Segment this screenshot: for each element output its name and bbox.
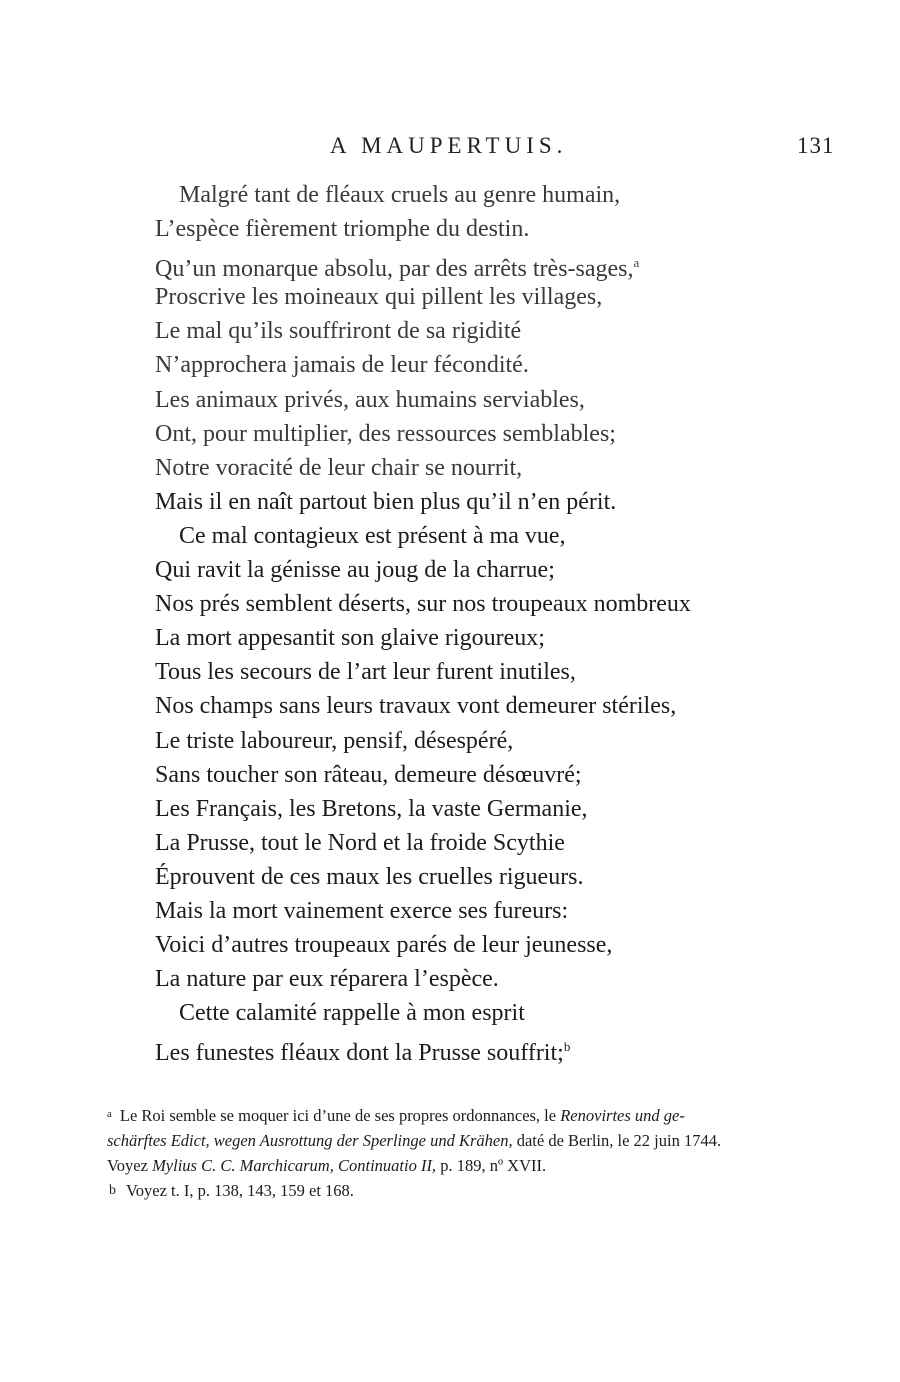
- running-head: [0, 133, 900, 163]
- page-number: 131: [797, 133, 835, 158]
- verse-line: [155, 689, 855, 723]
- footnote-a-line-2: [107, 1128, 840, 1153]
- verse-line: [155, 212, 855, 246]
- verse-text: Voici d’autres troupeaux parés de leur jeunesse,: [155, 932, 613, 959]
- verse-text: L’espèce fièrement triomphe du destin.: [155, 216, 530, 243]
- verse-line: [155, 792, 855, 826]
- verse-line: [155, 1030, 855, 1067]
- verse-text: La Prusse, tout le Nord et la froide Scythie: [155, 829, 565, 856]
- verse-line: [155, 621, 855, 655]
- verse-line: [155, 655, 855, 689]
- footnote-a-mark: a: [107, 1108, 112, 1120]
- verse-line: [155, 485, 855, 519]
- verse-text: Malgré tant de fléaux cruels au genre humain,: [179, 182, 621, 208]
- verse-line: [155, 178, 855, 212]
- verse-text: La mort appesantit son glaive rigoureux;: [155, 625, 545, 652]
- verse-text: Les animaux privés, aux humains serviables,: [155, 386, 585, 413]
- verse-line: [155, 417, 855, 451]
- verse-text: Mais la mort vainement exerce ses fureurs:: [155, 897, 569, 924]
- footnote-a-voyez: Voyez: [107, 1156, 153, 1175]
- verse-text: Nos champs sans leurs travaux vont demeurer stériles,: [155, 693, 677, 720]
- verse-text: Qui ravit la génisse au joug de la charrue;: [155, 557, 555, 584]
- verse-text: Mais il en naît partout bien plus qu’il n’en périt.: [155, 488, 617, 515]
- verse-line: [155, 758, 855, 792]
- verse-text: Proscrive les moineaux qui pillent les villages,: [155, 284, 603, 311]
- verse-line: [155, 383, 855, 417]
- verse-line: [155, 246, 855, 283]
- verse-text: Le mal qu’ils souffriront de sa rigidité: [155, 318, 522, 345]
- footnote-reference: a: [633, 255, 640, 271]
- footnote-a-date: daté de Berlin, le 22 juin 1744.: [512, 1131, 722, 1150]
- verse-line: [155, 280, 855, 314]
- footnote-a-text: Le Roi semble se moquer ici d’une de ses propres ordonnances, le: [119, 1106, 561, 1125]
- verse-text: Nos prés semblent déserts, sur nos troupeaux nombreux: [155, 591, 691, 618]
- footnote-a-reference: p. 189, nº XVII.: [436, 1156, 547, 1175]
- footnote-a-source: Mylius C. C. Marchicarum, Continuatio II,: [152, 1156, 437, 1175]
- verse-text: Éprouvent de ces maux les cruelles rigueurs.: [155, 863, 584, 890]
- verse-text: N’approchera jamais de leur fécondité.: [155, 352, 529, 379]
- footnotes: [107, 1102, 840, 1203]
- running-title: A MAUPERTUIS.: [330, 133, 568, 158]
- verse-line: [155, 996, 855, 1030]
- verse-text: Qu’un monarque absolu, par des arrêts très-sages,: [155, 256, 634, 283]
- footnote-b-text: Voyez t. I, p. 138, 143, 159 et 168.: [126, 1181, 354, 1200]
- verse-line: [155, 553, 855, 587]
- verse-line: [155, 519, 855, 553]
- verse-text: Ce mal contagieux est présent à ma vue,: [179, 522, 566, 549]
- verse-text: Les Français, les Bretons, la vaste Germanie,: [155, 795, 588, 822]
- verse-line: [155, 314, 855, 348]
- poem: [155, 178, 855, 1067]
- footnote-b-mark: b: [109, 1183, 116, 1198]
- verse-line: [155, 348, 855, 382]
- verse-line: [155, 587, 855, 621]
- footnote-a-line-1: [107, 1102, 840, 1128]
- footnote-a-edict-title: Renovirtes und ge-: [560, 1106, 685, 1125]
- verse-text: La nature par eux réparera l’espèce.: [155, 966, 499, 993]
- verse-line: [155, 826, 855, 860]
- footnote-reference: b: [563, 1039, 571, 1055]
- footnote-b: [107, 1178, 840, 1203]
- verse-text: Tous les secours de l’art leur furent inutiles,: [155, 659, 576, 686]
- verse-text: Notre voracité de leur chair se nourrit,: [155, 454, 523, 481]
- verse-text: Le triste laboureur, pensif, désespéré,: [155, 727, 514, 754]
- verse-text: Cette calamité rappelle à mon esprit: [179, 1000, 525, 1027]
- verse-line: [155, 962, 855, 996]
- verse-text: Ont, pour multiplier, des ressources semblables;: [155, 420, 616, 447]
- footnote-a-line-3: [107, 1153, 840, 1178]
- verse-line: [155, 451, 855, 485]
- footnote-a-edict-title-cont: schärftes Edict, wegen Ausrottung der Sperlinge und Krähen,: [107, 1131, 513, 1150]
- verse-text: Sans toucher son râteau, demeure désœuvré;: [155, 761, 582, 788]
- verse-text: Les funestes fléaux dont la Prusse souffrit;: [155, 1040, 564, 1067]
- verse-line: [155, 928, 855, 962]
- verse-line: [155, 894, 855, 928]
- verse-line: [155, 724, 855, 758]
- verse-line: [155, 860, 855, 894]
